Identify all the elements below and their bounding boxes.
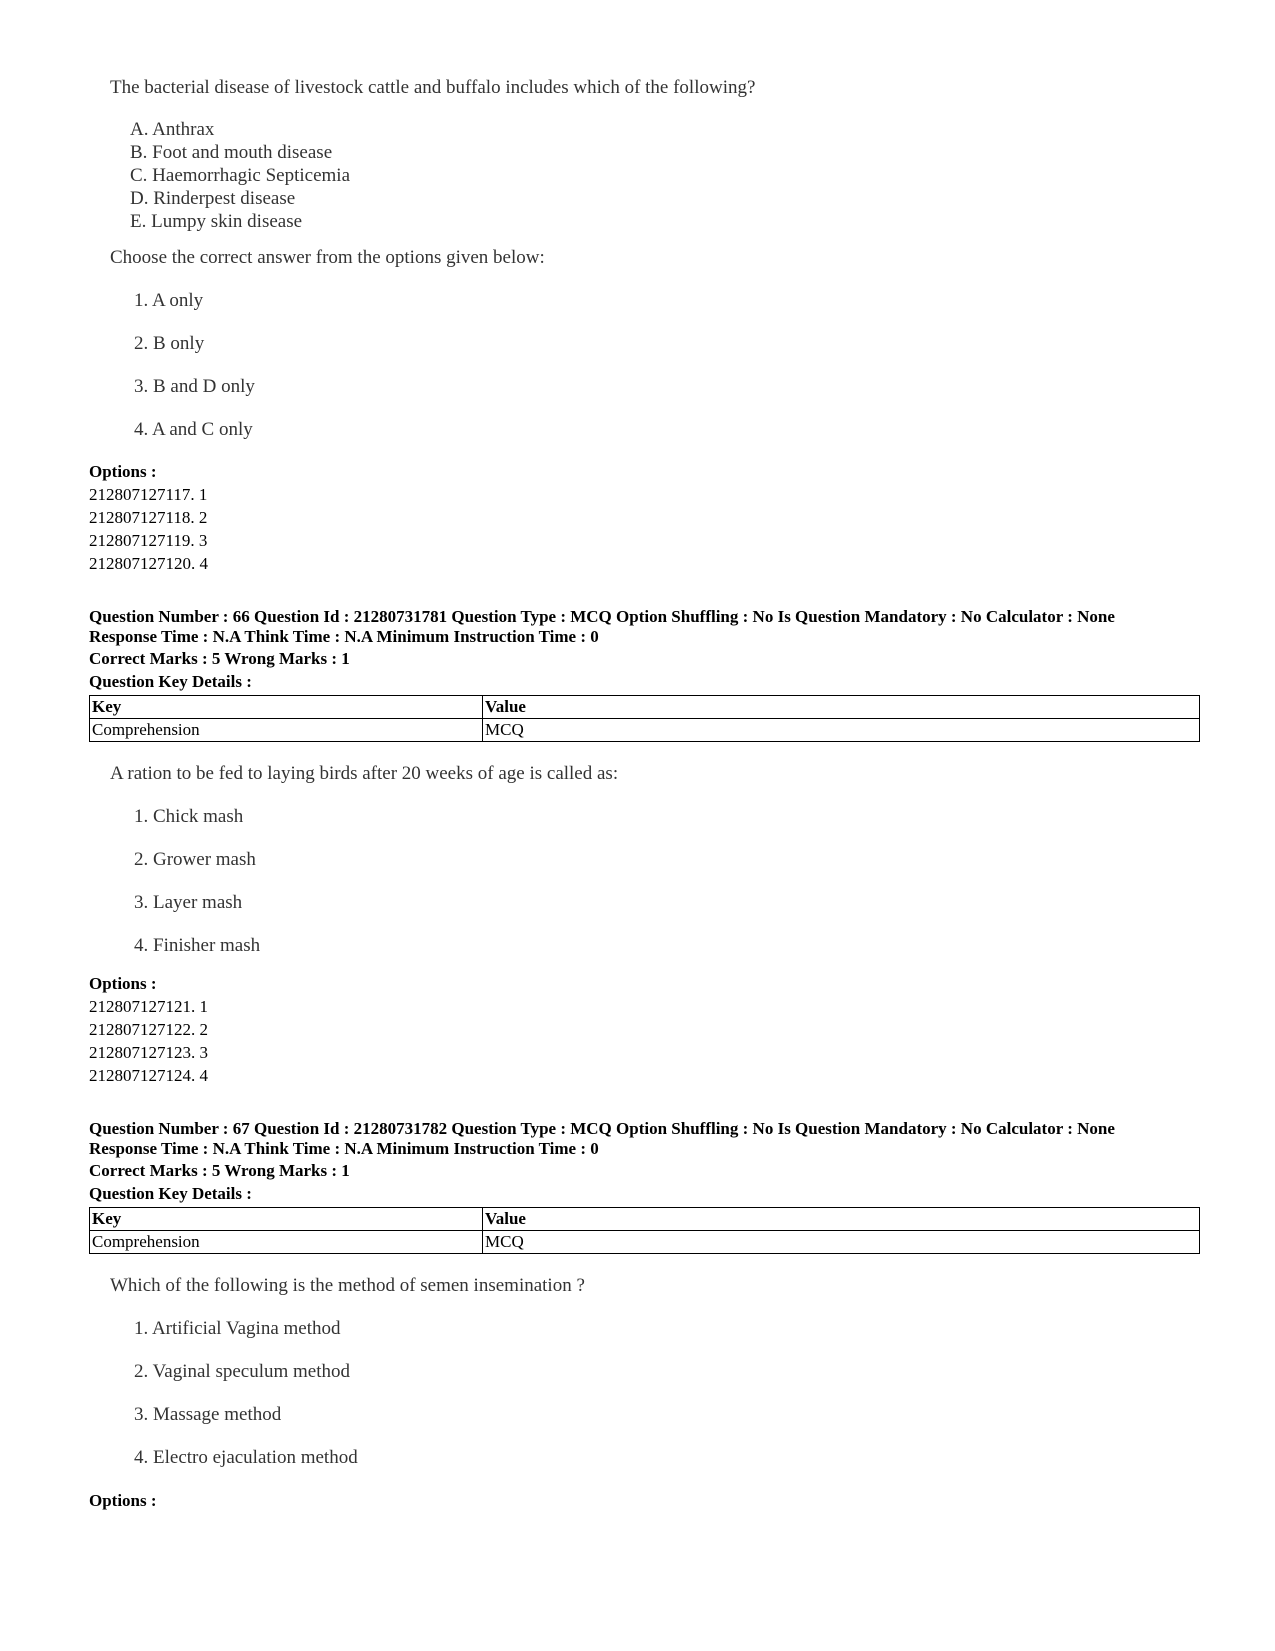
statement-c: C. Haemorrhagic Septicemia	[130, 165, 351, 186]
statement-a: A. Anthrax	[130, 119, 215, 140]
q67-meta-line1: Question Number : 67 Question Id : 21280731782 Question Type : MCQ Option Shuffling : No Is Question Mandatory : No Calculator : None	[89, 1119, 1115, 1138]
q67-options-label: Options :	[89, 1491, 157, 1510]
statement-d: D. Rinderpest disease	[130, 188, 296, 209]
q65-choice-4: 4. A and C only	[134, 419, 253, 440]
q66-key-table	[89, 695, 1200, 742]
q66-meta-line1: Question Number : 66 Question Id : 21280731781 Question Type : MCQ Option Shuffling : No Is Question Mandatory : No Calculator : None	[89, 607, 1115, 626]
table-header-key: Key	[90, 1208, 483, 1231]
q65-option-2: 212807127118. 2	[89, 508, 208, 527]
table-header-row	[90, 696, 1200, 719]
q66-option-1: 212807127121. 1	[89, 997, 208, 1016]
q66-choice-1: 1. Chick mash	[134, 806, 244, 827]
q67-meta	[89, 1119, 1115, 1159]
q66-option-4: 212807127124. 4	[89, 1066, 208, 1085]
q66-option-3: 212807127123. 3	[89, 1043, 208, 1062]
table-header-value: Value	[483, 696, 1200, 719]
q65-option-4: 212807127120. 4	[89, 554, 208, 573]
q67-key-details-label: Question Key Details :	[89, 1184, 252, 1203]
table-header-value: Value	[483, 1208, 1200, 1231]
q65-statements	[130, 118, 350, 233]
q65-choice-2: 2. B only	[134, 333, 205, 354]
q67-choice-2: 2. Vaginal speculum method	[134, 1361, 351, 1382]
q66-option-2: 212807127122. 2	[89, 1020, 208, 1039]
table-header-row	[90, 1208, 1200, 1231]
q67-marks: Correct Marks : 5 Wrong Marks : 1	[89, 1161, 350, 1180]
statement-e: E. Lumpy skin disease	[130, 211, 303, 232]
q67-choice-1: 1. Artificial Vagina method	[134, 1318, 341, 1339]
q66-meta	[89, 607, 1115, 647]
table-cell-key: Comprehension	[90, 719, 483, 742]
q67-choice-4: 4. Electro ejaculation method	[134, 1447, 358, 1468]
table-header-key: Key	[90, 696, 483, 719]
table-row	[90, 719, 1200, 742]
q66-key-details-label: Question Key Details :	[89, 672, 252, 691]
q66-choice-3: 3. Layer mash	[134, 892, 243, 913]
q65-stem: The bacterial disease of livestock cattle and buffalo includes which of the following?	[110, 77, 756, 98]
q66-stem: A ration to be fed to laying birds after 20 weeks of age is called as:	[110, 763, 619, 784]
q65-instruction: Choose the correct answer from the options given below:	[110, 247, 545, 268]
q66-meta-line2: Response Time : N.A Think Time : N.A Minimum Instruction Time : 0	[89, 627, 599, 646]
q67-stem: Which of the following is the method of semen insemination ?	[110, 1275, 585, 1296]
q67-meta-line2: Response Time : N.A Think Time : N.A Minimum Instruction Time : 0	[89, 1139, 599, 1158]
q65-option-3: 212807127119. 3	[89, 531, 208, 550]
table-cell-value: MCQ	[483, 719, 1200, 742]
table-cell-value: MCQ	[483, 1231, 1200, 1254]
q65-options-label: Options :	[89, 462, 157, 481]
q67-choice-3: 3. Massage method	[134, 1404, 282, 1425]
table-cell-key: Comprehension	[90, 1231, 483, 1254]
q65-choice-3: 3. B and D only	[134, 376, 255, 397]
table-row	[90, 1231, 1200, 1254]
q66-options-label: Options :	[89, 974, 157, 993]
q65-option-1: 212807127117. 1	[89, 485, 208, 504]
q66-choice-4: 4. Finisher mash	[134, 935, 261, 956]
q67-key-table	[89, 1207, 1200, 1254]
q66-choice-2: 2. Grower mash	[134, 849, 256, 870]
q65-choice-1: 1. A only	[134, 290, 204, 311]
q66-marks: Correct Marks : 5 Wrong Marks : 1	[89, 649, 350, 668]
statement-b: B. Foot and mouth disease	[130, 142, 333, 163]
